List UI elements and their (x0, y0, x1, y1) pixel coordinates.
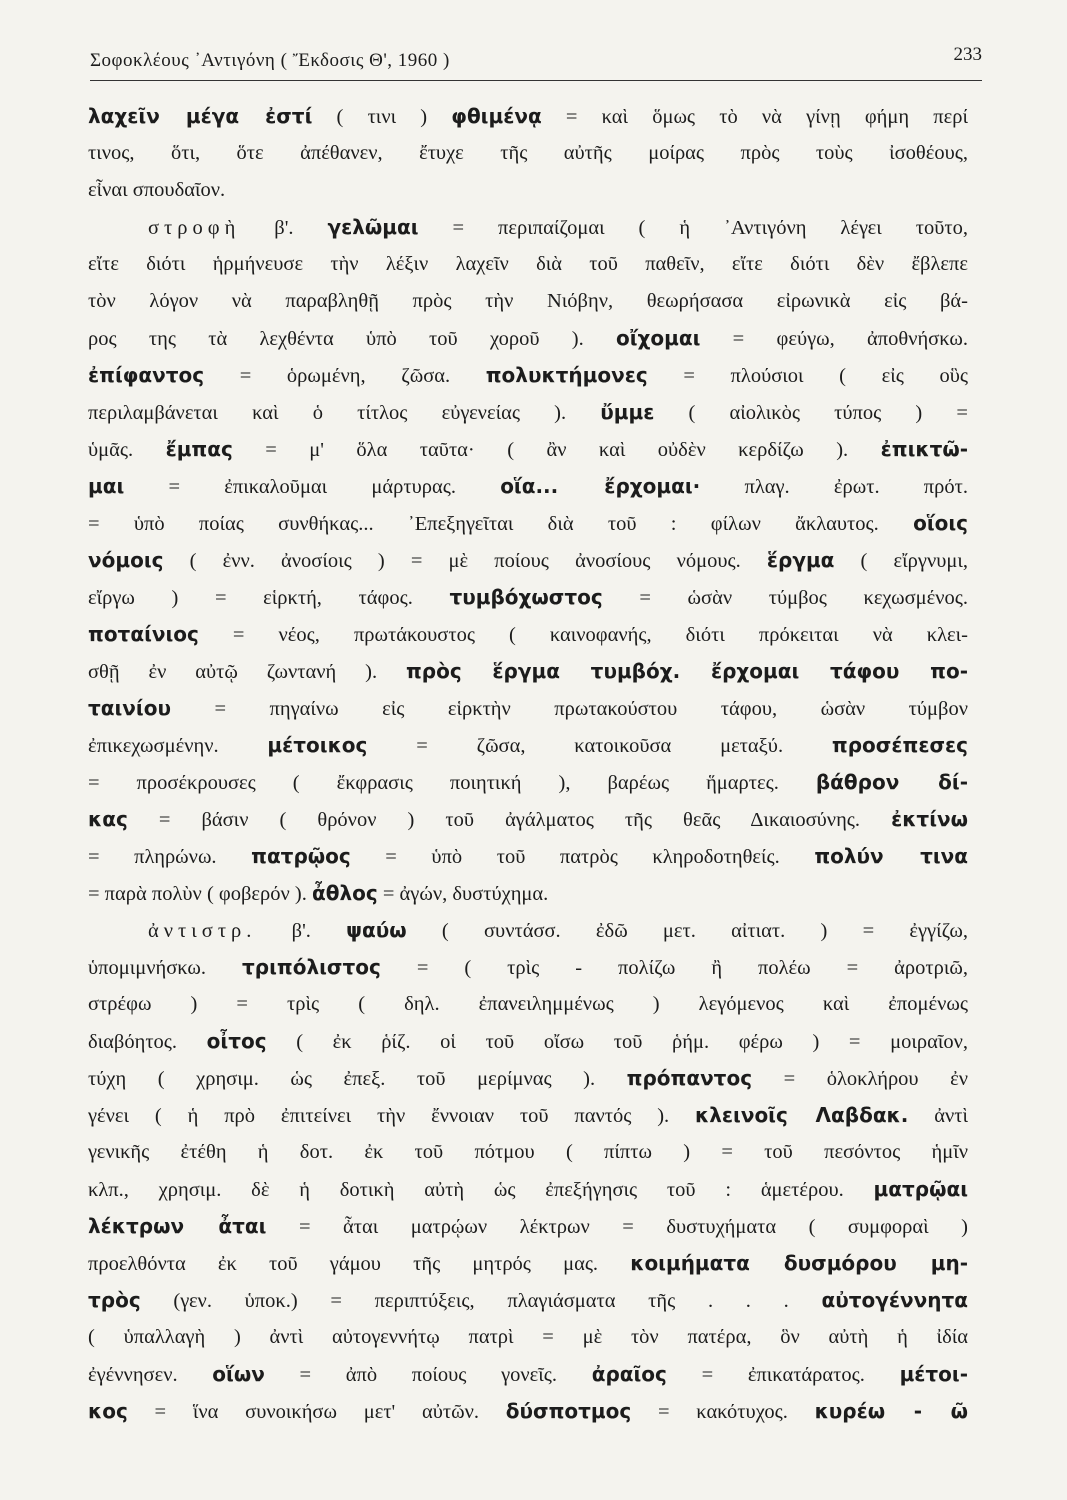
headword: λαχεῖν μέγα ἐστί (88, 104, 313, 128)
gloss-text: ἀντιστρ. (148, 920, 257, 942)
headword: τρὸς (88, 1288, 141, 1312)
headword: νόμοις (88, 548, 164, 572)
gloss-text: εἴργω ) = εἱρκτή, τάφος. (88, 587, 450, 609)
headword: ἐκτίνω (891, 807, 968, 831)
text-line (88, 653, 968, 690)
gloss-text: = ὑπὸ ποίας συνθήκας... ᾿Επεξηγεῖται διὰ τοῦ : φίλων ἄκλαυτος. (88, 513, 914, 535)
gloss-text: ( αἰολικὸς τύπος ) = (654, 402, 968, 424)
headword: ματρῷαι (873, 1177, 968, 1201)
headword: οἵοις (913, 511, 968, 535)
text-line (88, 431, 968, 468)
gloss-text: εἶναι σπουδαῖον. (88, 179, 226, 201)
gloss-text: πλαγ. ἐρωτ. πρότ. (700, 476, 968, 498)
gloss-text: = πλούσιοι ( εἰς οὓς (647, 365, 968, 387)
gloss-text: β'. (240, 217, 328, 239)
gloss-text: τὸν λόγον νὰ παραβληθῇ πρὸς τὴν Νιόβην, θεωρήσασα εἰρωνικὰ εἰς βά- (88, 290, 968, 312)
gloss-text: = προσέκρουσες ( ἔκφρασις ποιητική ), βαρέως ἥμαρτες. (88, 772, 816, 794)
gloss-text: ( συντάσσ. ἐδῶ μετ. αἰτιατ. ) = ἐγγίζω, (406, 920, 968, 942)
text-line (88, 505, 968, 542)
text-line (88, 98, 968, 135)
headword: οἵων (212, 1362, 265, 1386)
headword: βάθρον δί- (815, 770, 968, 794)
gloss-text: στροφὴ (148, 217, 241, 239)
headword: ἐπίφαντος (88, 363, 205, 387)
text-line (88, 172, 968, 209)
text-line (88, 838, 968, 875)
gloss-text: = κακότυχος. (631, 1401, 815, 1423)
gloss-text: ἐγέννησεν. (88, 1364, 213, 1386)
text-line (88, 616, 968, 653)
headword: μαι (88, 474, 125, 498)
text-line (88, 394, 968, 431)
gloss-text: ( ἐνν. ἀνοσίοις ) = μὲ ποίους ἀνοσίους νόμους. (163, 550, 767, 572)
text-line (88, 1356, 968, 1393)
text-line (88, 1393, 968, 1430)
headword: οἴχομαι (615, 326, 701, 350)
gloss-text: = παρὰ πολὺν ( φοβερόν ). (88, 883, 312, 905)
headword: δύσποτμος (505, 1399, 632, 1423)
headword: πρόπαντος (626, 1066, 753, 1090)
text-line (88, 246, 968, 283)
gloss-text: = βάσιν ( θρόνον ) τοῦ ἀγάλματος τῆς θεᾶς Δικαιοσύνης. (127, 809, 892, 831)
gloss-text: = ἆται ματρῴων λέκτρων = δυστυχήματα ( συμφοραὶ ) (266, 1216, 968, 1238)
text-line (88, 1282, 968, 1319)
text-line (88, 1245, 968, 1282)
headword: τυμβόχωστος (449, 585, 603, 609)
gloss-text: = ( τρὶς - πολίζω ἢ πολέω = ἀροτριῶ, (380, 957, 968, 979)
commentary-text (88, 98, 968, 1430)
text-line (88, 320, 968, 357)
gloss-text: = ἀπὸ ποίους γονεῖς. (264, 1364, 592, 1386)
gloss-text: = φεύγω, ἀποθνήσκω. (700, 328, 968, 350)
gloss-text: = ὁλοκλήρου ἐν (752, 1068, 968, 1090)
headword: πατρῷος (251, 844, 351, 868)
headword: γελῶμαι (327, 215, 419, 239)
page-header (90, 42, 982, 81)
headword: κος (88, 1399, 128, 1423)
text-line (88, 1171, 968, 1208)
gloss-text: ἐπικεχωσμένην. (88, 735, 268, 757)
text-line (88, 690, 968, 727)
headword: ἀραῖος (591, 1362, 667, 1386)
gloss-text: = νέος, πρωτάκουστος ( καινοφανής, διότι πρόκειται νὰ κλει- (198, 624, 968, 646)
headword: ἆθλος (311, 881, 378, 905)
gloss-text: ( ἐκ ῥίζ. οἱ τοῦ οἴσω τοῦ ῥήμ. φέρω ) = μοιραῖον, (266, 1031, 968, 1053)
running-title: Σοφοκλέους ᾿Αντιγόνη ( Ἔκδοσις Θ', 1960 ) (90, 50, 450, 71)
gloss-text: ὑμᾶς. (88, 439, 166, 461)
text-line (88, 912, 968, 949)
text-line (88, 1097, 968, 1134)
text-line (88, 542, 968, 579)
headword: μέτοι- (899, 1362, 968, 1386)
page-number: 233 (953, 44, 982, 65)
gloss-text: περιλαμβάνεται καὶ ὁ τίτλος εὐγενείας ). (88, 402, 601, 424)
gloss-text: διαβόητος. (88, 1031, 207, 1053)
headword: πολύν τινα (814, 844, 968, 868)
text-line (88, 801, 968, 838)
text-line (88, 1134, 968, 1171)
headword: ὔμμε (600, 400, 655, 424)
text-line (88, 357, 968, 394)
gloss-text: = ὡσὰν τύμβος κεχωσμένος. (602, 587, 968, 609)
gloss-text: ρος της τὰ λεχθέντα ὑπὸ τοῦ χοροῦ ). (88, 328, 616, 350)
headword: αὐτογέννητα (821, 1288, 968, 1312)
gloss-text: = μ' ὅλα ταῦτα· ( ἂν καὶ οὐδὲν κερδίζω ). (232, 439, 881, 461)
gloss-text: = ὑπὸ τοῦ πατρὸς κληροδοτηθείς. (350, 846, 815, 868)
gloss-text: προελθόντα ἐκ τοῦ γάμου τῆς μητρός μας. (88, 1253, 631, 1275)
gloss-text: κλπ., χρησιμ. δὲ ἡ δοτικὴ αὐτὴ ὡς ἐπεξήγησις τοῦ : ἁμετέρου. (88, 1179, 874, 1201)
headword: προσέπεσες (831, 733, 968, 757)
headword: ἔμπας (165, 437, 233, 461)
gloss-text: τύχη ( χρησιμ. ὡς ἐπεξ. τοῦ μερίμνας ). (88, 1068, 627, 1090)
gloss-text: = πηγαίνω εἰς εἱρκτὴν πρωτακούστου τάφου, ὡσὰν τύμβον (170, 698, 968, 720)
text-line (88, 1023, 968, 1060)
gloss-text: = πληρώνω. (88, 846, 252, 868)
headword: τριπόλιστος (242, 955, 381, 979)
headword: μέτοικος (267, 733, 368, 757)
headword: πολυκτήμονες (485, 363, 648, 387)
gloss-text: β'. (256, 920, 347, 942)
headword: κυρέω - ῶ (814, 1399, 968, 1423)
gloss-text: ὑπομιμνήσκω. (88, 957, 243, 979)
text-line (88, 468, 968, 505)
gloss-text: = ἀγών, δυστύχημα. (377, 883, 549, 905)
gloss-text: = ἐπικατάρατος. (666, 1364, 900, 1386)
headword: φθιμένᾳ (451, 104, 542, 128)
gloss-text: τινος, ὅτι, ὅτε ἀπέθανεν, ἔτυχε τῆς αὐτῆς μοίρας πρὸς τοὺς ἰσοθέους, (88, 142, 968, 164)
text-line (88, 209, 968, 246)
headword: ἐπικτῶ- (880, 437, 968, 461)
gloss-text: ( τινι ) (312, 106, 452, 128)
gloss-text: = ζῶσα, κατοικοῦσα μεταξύ. (367, 735, 832, 757)
headword: οἵα... ἔρχομαι· (500, 474, 701, 498)
gloss-text: στρέφω ) = τρὶς ( δηλ. ἐπανειλημμένως ) λεγόμενος καὶ ἐπομένως (88, 993, 968, 1015)
gloss-text: ( εἴργνυμι, (834, 550, 968, 572)
headword: κοιμήματα δυσμόρου μη- (630, 1251, 968, 1275)
text-line (88, 949, 968, 986)
headword: ταινίου (88, 696, 171, 720)
headword: ψαύω (346, 918, 407, 942)
gloss-text: = ἐπικαλοῦμαι μάρτυρας. (124, 476, 501, 498)
gloss-text: εἴτε διότι ἡρμήνευσε τὴν λέξιν λαχεῖν διὰ τοῦ παθεῖν, εἴτε διότι δὲν ἔβλεπε (88, 253, 968, 275)
headword: οἶτος (206, 1029, 267, 1053)
text-line (88, 283, 968, 320)
gloss-text: σθῇ ἐν αὐτῷ ζωντανή ). (88, 661, 406, 683)
gloss-text: = περιπαίζομαι ( ἡ ᾿Αντιγόνη λέγει τοῦτο, (418, 217, 968, 239)
text-line (88, 1060, 968, 1097)
gloss-text: ( ὑπαλλαγὴ ) ἀντὶ αὐτογεννήτῳ πατρὶ = μὲ τὸν πατέρα, ὃν αὐτὴ ἡ ἰδία (88, 1326, 968, 1348)
headword: πρὸς ἕργμα τυμβόχ. ἔρχομαι τάφου πο- (405, 659, 968, 683)
text-line (88, 1319, 968, 1356)
gloss-text: = ἵνα συνοικήσω μετ' αὐτῶν. (127, 1401, 506, 1423)
headword: λέκτρων ἆται (88, 1214, 267, 1238)
text-line (88, 135, 968, 172)
gloss-text: γενικῆς ἐτέθη ἡ δοτ. ἐκ τοῦ πότμου ( πίπτω ) = τοῦ πεσόντος ἡμῖν (88, 1141, 968, 1163)
gloss-text: = ὁρωμένη, ζῶσα. (204, 365, 486, 387)
headword: κλεινοῖς Λαβδακ. (695, 1103, 909, 1127)
text-line (88, 764, 968, 801)
headword: ἕργμα (766, 548, 835, 572)
text-line (88, 579, 968, 616)
text-line (88, 986, 968, 1023)
text-line (88, 727, 968, 764)
gloss-text: (γεν. ὑποκ.) = περιπτύξεις, πλαγιάσματα τῆς . . . (140, 1290, 822, 1312)
text-line (88, 875, 968, 912)
gloss-text: = καὶ ὅμως τὸ νὰ γίνῃ φήμη περί (541, 106, 968, 128)
gloss-text: γένει ( ἡ πρὸ ἐπιτείνει τὴν ἔννοιαν τοῦ παντός ). (88, 1105, 696, 1127)
headword: ποταίνιος (88, 622, 199, 646)
headword: κας (88, 807, 128, 831)
gloss-text: ἀντὶ (908, 1105, 968, 1127)
text-line (88, 1208, 968, 1245)
